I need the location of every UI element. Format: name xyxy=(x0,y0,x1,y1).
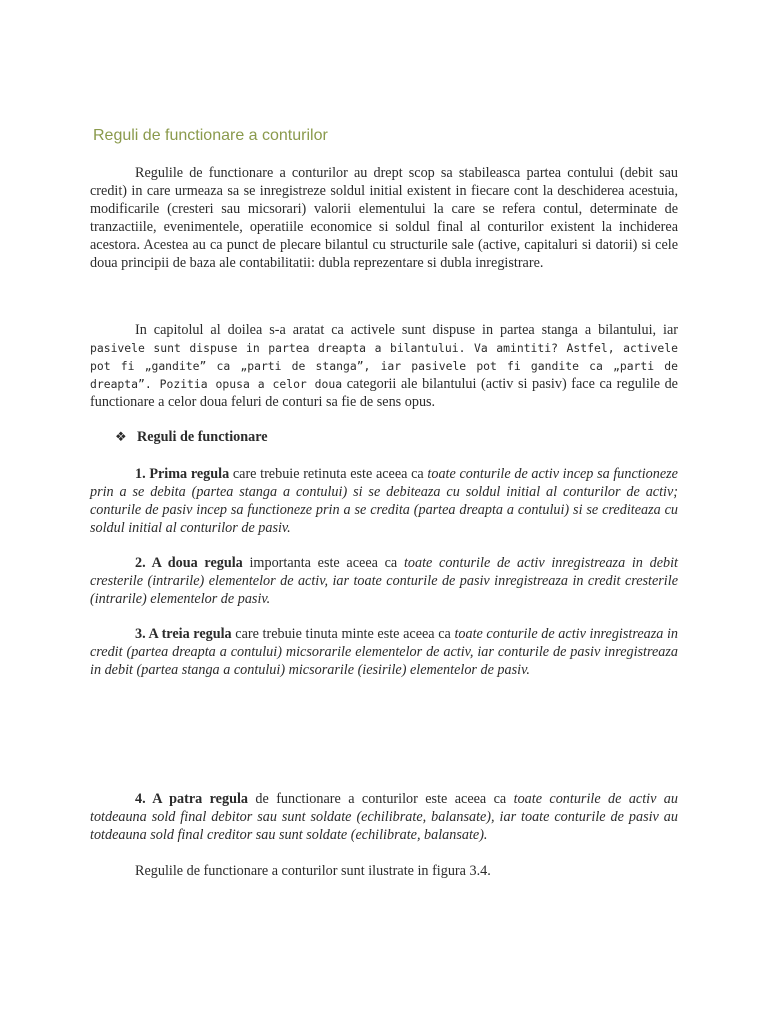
rule-3-label: 3. A treia regula xyxy=(135,626,232,642)
rule-1-label: 1. Prima regula xyxy=(135,466,230,482)
rule-3-connector: care trebuie tinuta minte este aceea ca xyxy=(231,626,455,642)
rule-2-label: 2. A doua regula xyxy=(135,555,243,571)
rule-1-text: toate conturile de activ incep sa functioneze prin a se debita (partea stanga a contului) si se debiteaza cu soldul initial al conturilor de activ; conturile de pasiv incep sa functioneze prin a se credita (partea dreapta a contului) si se crediteaza cu soldul initial al conturilor de pasiv. xyxy=(90,466,678,536)
intro-paragraph: Regulile de functionare a conturilor au drept scop sa stabileasca partea contului (debit sau credit) in care urmeaza sa se inregistreze soldul initial existent in fiecare cont la deschiderea acestuia, modificarile (cresteri sau micsorari) valorii elementului la care se refera contul, determinate de tranzactiile, evenimentele, operatiile economice si soldul final al conturilor existent la inchiderea acestora. Acestea au ca punct de plecare bilantul cu structurile sale (active, capitaluri si datorii) si cele doua principii de baza ale contabilitatii: dubla reprezentare si dubla inregistrare. xyxy=(90,165,678,271)
rule-4-connector: de functionare a conturilor este aceea ca xyxy=(248,791,514,807)
rule-3-text: toate conturile de activ inregistreaza in credit (partea dreapta a contului) micsorarile elementelor de activ, iar conturile de pasiv inregistreaza in debit (partea stanga a contului) micsorarile (iesirile) elementelor de pasiv. xyxy=(90,626,678,678)
chapter-paragraph-part1: In capitolul al doilea s-a aratat ca activele sunt dispuse in partea stanga a bilantului, iar xyxy=(135,322,678,338)
rule-1-paragraph xyxy=(90,465,678,537)
rule-4-text: toate conturile de activ au totdeauna sold final debitor sau sunt soldate (echilibrate, balansate), iar toate conturile de pasiv au totdeauna sold final creditor sau sunt soldate (echilibrate, balansate). xyxy=(90,791,678,843)
rules-heading xyxy=(115,429,268,446)
rule-4-paragraph xyxy=(90,790,678,844)
chapter-paragraph-part3: categorii ale bilantului (activ si pasiv) face ca regulile de functionare a celor doua feluri de conturi sa fie de sens opus. xyxy=(90,376,678,410)
rule-4-label: 4. A patra regula xyxy=(135,791,248,807)
section-heading: Reguli de functionare a conturilor xyxy=(93,127,328,144)
rule-3-paragraph xyxy=(90,625,678,679)
chapter-paragraph-part2: pasivele sunt dispuse in partea dreapta a bilantului. Va amintiti? Astfel, activele pot fi „gandite” ca „parti de stanga”, iar pasivele pot fi gandite ca „parti de dreapta”. Pozitia opusa a celor doua xyxy=(90,341,678,391)
rule-2-connector: importanta este aceea ca xyxy=(242,555,404,571)
diamond-bullet-icon: ❖ xyxy=(115,429,127,444)
rule-2-paragraph xyxy=(90,554,678,608)
rule-1-connector: care trebuie retinuta este aceea ca xyxy=(229,466,428,482)
rules-heading-text: Reguli de functionare xyxy=(137,429,268,445)
figure-reference-paragraph: Regulile de functionare a conturilor sunt ilustrate in figura 3.4. xyxy=(135,863,491,879)
chapter-paragraph xyxy=(90,321,678,411)
rule-2-text: toate conturile de activ inregistreaza in debit cresterile (intrarile) elementelor de activ, iar toate conturile de pasiv inregistreaza in credit cresterile (intrarile) elementelor de pasiv. xyxy=(90,555,678,607)
